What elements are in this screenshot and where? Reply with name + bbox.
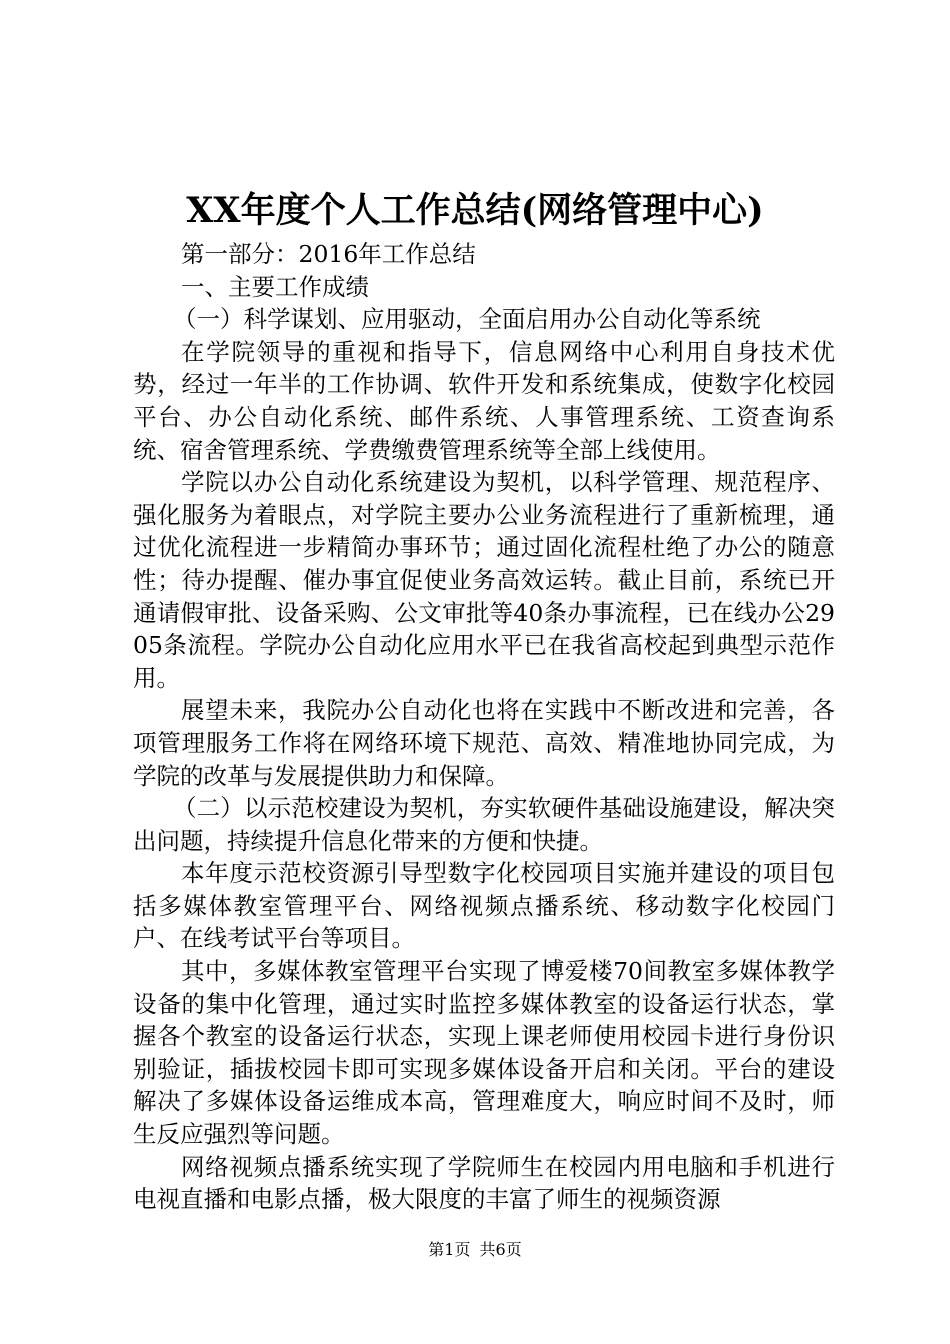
body-paragraph: 本年度示范校资源引导型数字化校园项目实施并建设的项目包括多媒体教室管理平台、网络视频点播系统、移动数字化校园门户、在线考试平台等项目。 (133, 859, 835, 953)
subsection-heading-2: （二）以示范校建设为契机，夯实软硬件基础设施建设，解决突出问题，持续提升信息化带来的方便和快捷。 (133, 794, 835, 855)
document-body (133, 238, 835, 1216)
body-paragraph: 展望未来，我院办公自动化也将在实践中不断改进和完善，各项管理服务工作将在网络环境下规范、高效、精准地协同完成，为学院的改革与发展提供助力和保障。 (133, 696, 835, 790)
section-heading-achievements: 一、主要工作成绩 (181, 272, 369, 301)
document-title: XX年度个人工作总结(网络管理中心) (186, 190, 764, 231)
body-paragraph: 其中，多媒体教室管理平台实现了博爱楼70间教室多媒体教学设备的集中化管理，通过实时监控多媒体教室的设备运行状态，掌握各个教室的设备运行状态，实现上课老师使用校园卡进行身份识别验证，插拔校园卡即可实现多媒体设备开启和关闭。平台的建设解决了多媒体设备运维成本高，管理难度大，响应时间不及时，师生反应强烈等问题。 (133, 957, 835, 1149)
body-paragraph: 网络视频点播系统实现了学院师生在校园内用电脑和手机进行电视直播和电影点播，极大限度的丰富了师生的视频资源 (133, 1152, 835, 1214)
subsection-heading-1: （一）科学谋划、应用驱动，全面启用办公自动化等系统 (173, 305, 761, 334)
page-footer (0, 1238, 950, 1262)
body-paragraph: 学院以办公自动化系统建设为契机，以科学管理、规范程序、强化服务为着眼点，对学院主要办公业务流程进行了重新梳理，通过优化流程进一步精简办事环节；通过固化流程杜绝了办公的随意性；待办提醒、催办事宜促使业务高效运转。截止目前，系统已开通请假审批、设备采购、公文审批等40条办事流程，已在线办公2905条流程。学院办公自动化应用水平已在我省高校起到典型示范作用。 (133, 468, 835, 692)
body-paragraph: 在学院领导的重视和指导下，信息网络中心利用自身技术优势，经过一年半的工作协调、软件开发和系统集成，使数字化校园平台、办公自动化系统、邮件系统、人事管理系统、工资查询系统、宿舍管理系统、学费缴费管理系统等全部上线使用。 (133, 337, 835, 464)
page-total: 共6页 (479, 1240, 522, 1259)
page-number: 第1页 (428, 1240, 471, 1259)
section-heading-part-one: 第一部分：2016年工作总结 (181, 240, 476, 268)
